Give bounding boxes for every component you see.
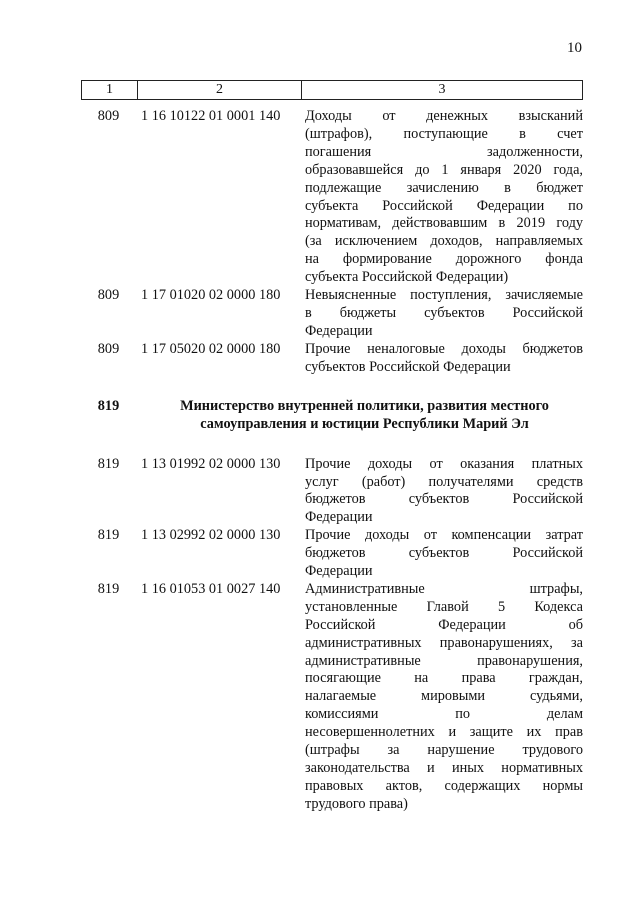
description-line: налагаемые мировыми судьями, — [305, 688, 583, 705]
income-description — [302, 287, 583, 341]
budget-classification-code: 1 13 02992 02 0000 130 — [141, 527, 281, 544]
description-line: (штрафы за нарушение трудового — [305, 742, 583, 759]
header-col-1: 1 — [82, 81, 138, 99]
table-row — [81, 581, 583, 814]
description-line: Федерации — [305, 509, 373, 526]
income-description — [302, 581, 583, 814]
table-row — [81, 108, 583, 287]
description-line: несовершеннолетних и защите их прав — [305, 724, 583, 741]
admin-code: 819 — [97, 455, 120, 472]
budget-classification-code: 1 17 01020 02 0000 180 — [141, 287, 281, 304]
table-body — [81, 108, 583, 814]
description-line: трудового права) — [305, 795, 408, 812]
income-description — [302, 341, 583, 377]
table-row — [81, 456, 583, 528]
section-title — [136, 397, 583, 433]
description-line: установленные Главой 5 Кодекса — [305, 598, 583, 615]
description-line: Российской Федерации об — [305, 616, 583, 633]
section-heading — [81, 397, 583, 433]
table-header — [81, 80, 583, 100]
description-line: субъекта Российской Федерации по — [305, 197, 583, 214]
description-line: бюджетов субъектов Российской — [305, 491, 583, 508]
description-line: административные правонарушения, — [305, 652, 583, 669]
description-line: посягающие на права граждан, — [305, 670, 583, 687]
description-line: Невыясненные поступления, зачисляемые — [305, 287, 583, 304]
description-line: (за исключением доходов, направляемых — [305, 233, 583, 250]
description-line: Административные штрафы, — [305, 580, 583, 597]
description-line: услуг (работ) получателями средств — [305, 473, 583, 490]
budget-classification-code: 1 16 10122 01 0001 140 — [141, 108, 281, 124]
section-title-line-2: самоуправления и юстиции Республики Марий Эл — [200, 415, 529, 432]
description-line: Доходы от денежных взысканий — [305, 108, 583, 124]
income-description — [302, 108, 583, 287]
description-line: (штрафов), поступающие в счет — [305, 125, 583, 142]
table-row — [81, 527, 583, 581]
header-col-3: 3 — [438, 82, 446, 97]
description-line: законодательства и иных нормативных — [305, 760, 583, 776]
table-row — [81, 341, 583, 377]
page-number: 10 — [567, 40, 582, 56]
table-row — [81, 287, 583, 341]
budget-classification-code: 1 17 05020 02 0000 180 — [141, 340, 281, 357]
admin-code: 819 — [97, 580, 120, 597]
description-line: нормативам, действовавшим в 2019 году — [305, 215, 583, 232]
description-line: подлежащие зачислению в бюджет — [305, 179, 583, 196]
description-line: Прочие неналоговые доходы бюджетов — [305, 340, 583, 357]
income-description — [302, 527, 583, 581]
description-line: субъектов Российской Федерации — [305, 358, 511, 375]
description-line: Прочие доходы от оказания платных — [305, 455, 583, 472]
description-line: бюджетов субъектов Российской — [305, 545, 583, 562]
description-line: образовавшейся до 1 января 2020 года, — [305, 161, 583, 178]
header-col-2: 2 — [138, 81, 302, 99]
description-line: Прочие доходы от компенсации затрат — [305, 527, 583, 544]
admin-code: 809 — [97, 108, 120, 124]
budget-classification-code: 1 16 01053 01 0027 140 — [141, 580, 281, 597]
rows-group-a — [81, 108, 583, 377]
description-line: погашения задолженности, — [305, 143, 583, 160]
description-line: комиссиями по делам — [305, 706, 583, 723]
admin-code: 819 — [97, 527, 120, 544]
section-title-line-1: Министерство внутренней политики, развития местного — [180, 397, 549, 414]
budget-classification-code: 1 13 01992 02 0000 130 — [141, 455, 281, 472]
description-line: Федерации — [305, 563, 373, 580]
description-line: правовых актов, содержащих нормы — [305, 777, 583, 794]
description-line: в бюджеты субъектов Российской — [305, 304, 583, 321]
income-description — [302, 456, 583, 528]
description-line: административных правонарушениях, за — [305, 634, 583, 651]
admin-code: 809 — [97, 340, 120, 357]
rows-group-b — [81, 456, 583, 814]
admin-code: 809 — [97, 287, 120, 304]
description-line: субъекта Российской Федерации) — [305, 269, 509, 286]
section-code: 819 — [97, 397, 120, 414]
description-line: Федерации — [305, 322, 373, 339]
description-line: на формирование дорожного фонда — [305, 251, 583, 268]
